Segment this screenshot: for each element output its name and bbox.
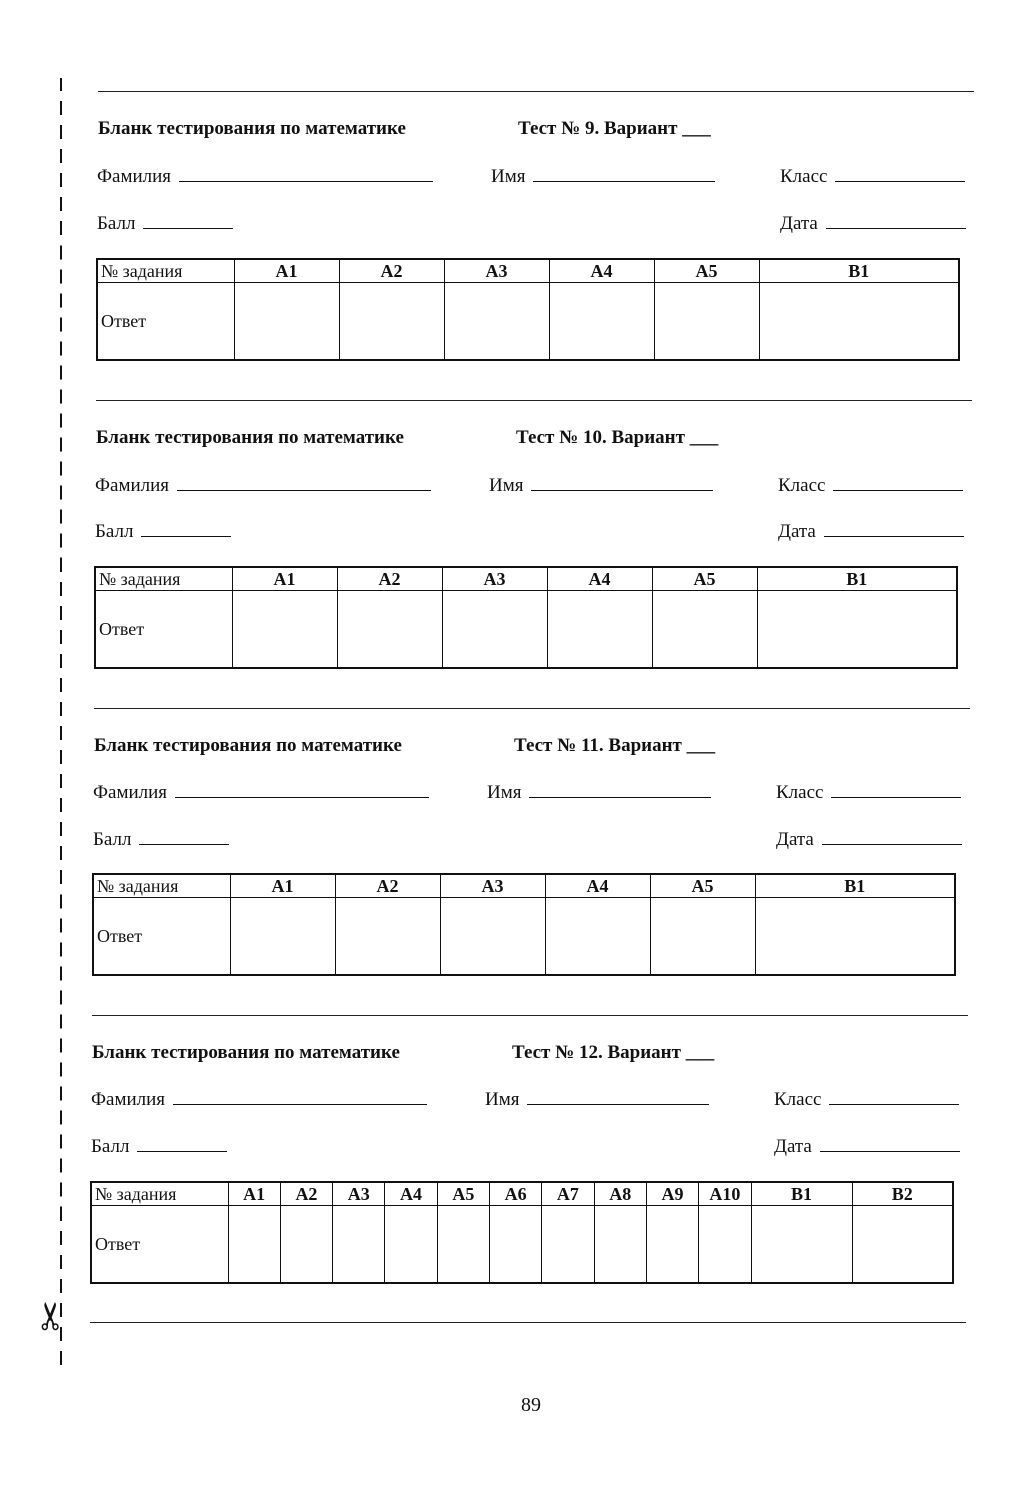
separator-line [90,1322,966,1323]
date-line[interactable] [820,1135,960,1152]
task-label: A9 [646,1182,698,1206]
answer-cell[interactable] [437,1206,489,1284]
task-number-row [91,1182,953,1206]
name-field[interactable] [487,781,711,804]
answer-cell[interactable] [228,1206,280,1284]
answer-cell[interactable] [234,283,339,361]
surname-label: Фамилия [91,1089,166,1110]
task-label: A2 [280,1182,332,1206]
date-field[interactable] [776,828,962,851]
test-variant: Тест № 12. Вариант ___ [512,1042,715,1063]
surname-line[interactable] [177,474,431,491]
task-label: A3 [444,259,549,283]
form-title: Бланк тестирования по математике [92,1042,400,1063]
name-label: Имя [487,782,522,803]
task-label: A4 [385,1182,437,1206]
answer-table [92,873,956,976]
answer-table [96,258,960,361]
task-label: B1 [757,567,957,591]
answer-table [90,1181,954,1284]
class-line[interactable] [833,474,963,491]
answer-cell[interactable] [230,898,335,976]
date-field[interactable] [774,1135,960,1158]
task-label: A6 [489,1182,541,1206]
task-label: A1 [230,874,335,898]
form-title: Бланк тестирования по математике [98,118,406,139]
surname-field[interactable] [95,474,431,497]
score-field[interactable] [95,520,231,543]
surname-label: Фамилия [93,782,168,803]
class-line[interactable] [829,1088,959,1105]
date-label: Дата [776,829,814,850]
task-number-header: № задания [93,874,230,898]
score-label: Балл [97,213,136,234]
task-label: A5 [654,259,759,283]
name-field[interactable] [485,1088,709,1111]
task-label: A2 [337,567,442,591]
answer-row [93,898,955,976]
class-line[interactable] [831,781,961,798]
page-number: 89 [521,1394,541,1416]
date-label: Дата [778,521,816,542]
class-field[interactable] [776,781,961,804]
answer-header: Ответ [97,283,234,361]
class-label: Класс [780,166,828,187]
task-label: A4 [549,259,654,283]
answer-cell[interactable] [852,1206,953,1284]
surname-label: Фамилия [95,475,170,496]
test-variant: Тест № 10. Вариант ___ [516,427,719,448]
surname-line[interactable] [173,1088,427,1105]
task-label: A1 [234,259,339,283]
answer-cell[interactable] [337,591,442,669]
task-label: A7 [542,1182,594,1206]
answer-header: Ответ [91,1206,228,1284]
class-label: Класс [774,1089,822,1110]
answer-row [97,283,959,361]
class-label: Класс [778,475,826,496]
task-label: B2 [852,1182,953,1206]
answer-cell[interactable] [440,898,545,976]
score-line[interactable] [139,828,229,845]
class-field[interactable] [774,1088,959,1111]
answer-cell[interactable] [547,591,652,669]
class-field[interactable] [778,474,963,497]
answer-cell[interactable] [232,591,337,669]
answer-row [95,591,957,669]
task-number-row [97,259,959,283]
task-label: A4 [547,567,652,591]
answer-cell[interactable] [654,283,759,361]
score-label: Балл [93,829,132,850]
answer-cell[interactable] [650,898,755,976]
task-number-header: № задания [97,259,234,283]
task-label: A8 [594,1182,646,1206]
answer-cell[interactable] [444,283,549,361]
score-field[interactable] [93,828,229,851]
task-label: A2 [335,874,440,898]
name-label: Имя [491,166,526,187]
answer-table [94,566,958,669]
surname-field[interactable] [93,781,429,804]
separator-line [94,708,970,709]
task-label: A5 [650,874,755,898]
answer-cell[interactable] [751,1206,852,1284]
score-field[interactable] [91,1135,227,1158]
form-title: Бланк тестирования по математике [94,735,402,756]
answer-cell[interactable] [755,898,955,976]
date-line[interactable] [822,828,962,845]
task-label: B1 [755,874,955,898]
answer-cell[interactable] [699,1206,751,1284]
name-line[interactable] [531,474,713,491]
task-label: A3 [442,567,547,591]
score-label: Балл [95,521,134,542]
answer-cell[interactable] [335,898,440,976]
task-label: A1 [232,567,337,591]
task-number-header: № задания [95,567,232,591]
scissors-icon: ✂ [30,1300,73,1332]
cut-line [60,78,62,1373]
answer-header: Ответ [93,898,230,976]
separator-line [92,1015,968,1016]
answer-cell[interactable] [757,591,957,669]
task-label: A2 [339,259,444,283]
name-line[interactable] [527,1088,709,1105]
test-variant: Тест № 11. Вариант ___ [514,735,716,756]
task-label: A5 [437,1182,489,1206]
task-label: A1 [228,1182,280,1206]
answer-cell[interactable] [545,898,650,976]
answer-row [91,1206,953,1284]
surname-line[interactable] [175,781,429,798]
answer-cell[interactable] [385,1206,437,1284]
task-number-row [93,874,955,898]
answer-cell[interactable] [489,1206,541,1284]
date-line[interactable] [824,520,964,537]
task-label: B1 [759,259,959,283]
task-label: A5 [652,567,757,591]
answer-cell[interactable] [542,1206,594,1284]
answer-cell[interactable] [280,1206,332,1284]
name-field[interactable] [489,474,713,497]
date-field[interactable] [778,520,964,543]
task-label: A3 [333,1182,385,1206]
score-label: Балл [91,1136,130,1157]
task-number-header: № задания [91,1182,228,1206]
task-number-row [95,567,957,591]
test-variant: Тест № 9. Вариант ___ [518,118,711,139]
score-line[interactable] [137,1135,227,1152]
name-label: Имя [485,1089,520,1110]
answer-cell[interactable] [339,283,444,361]
answer-cell[interactable] [652,591,757,669]
class-label: Класс [776,782,824,803]
task-label: A4 [545,874,650,898]
surname-label: Фамилия [97,166,172,187]
score-line[interactable] [141,520,231,537]
answer-cell[interactable] [759,283,959,361]
answer-cell[interactable] [442,591,547,669]
separator-line [96,400,972,401]
form-title: Бланк тестирования по математике [96,427,404,448]
date-label: Дата [780,213,818,234]
task-label: B1 [751,1182,852,1206]
task-label: A3 [440,874,545,898]
task-label: A10 [699,1182,751,1206]
answer-cell[interactable] [333,1206,385,1284]
answer-cell[interactable] [549,283,654,361]
date-label: Дата [774,1136,812,1157]
answer-cell[interactable] [646,1206,698,1284]
name-line[interactable] [529,781,711,798]
answer-cell[interactable] [594,1206,646,1284]
name-label: Имя [489,475,524,496]
surname-field[interactable] [91,1088,427,1111]
answer-header: Ответ [95,591,232,669]
